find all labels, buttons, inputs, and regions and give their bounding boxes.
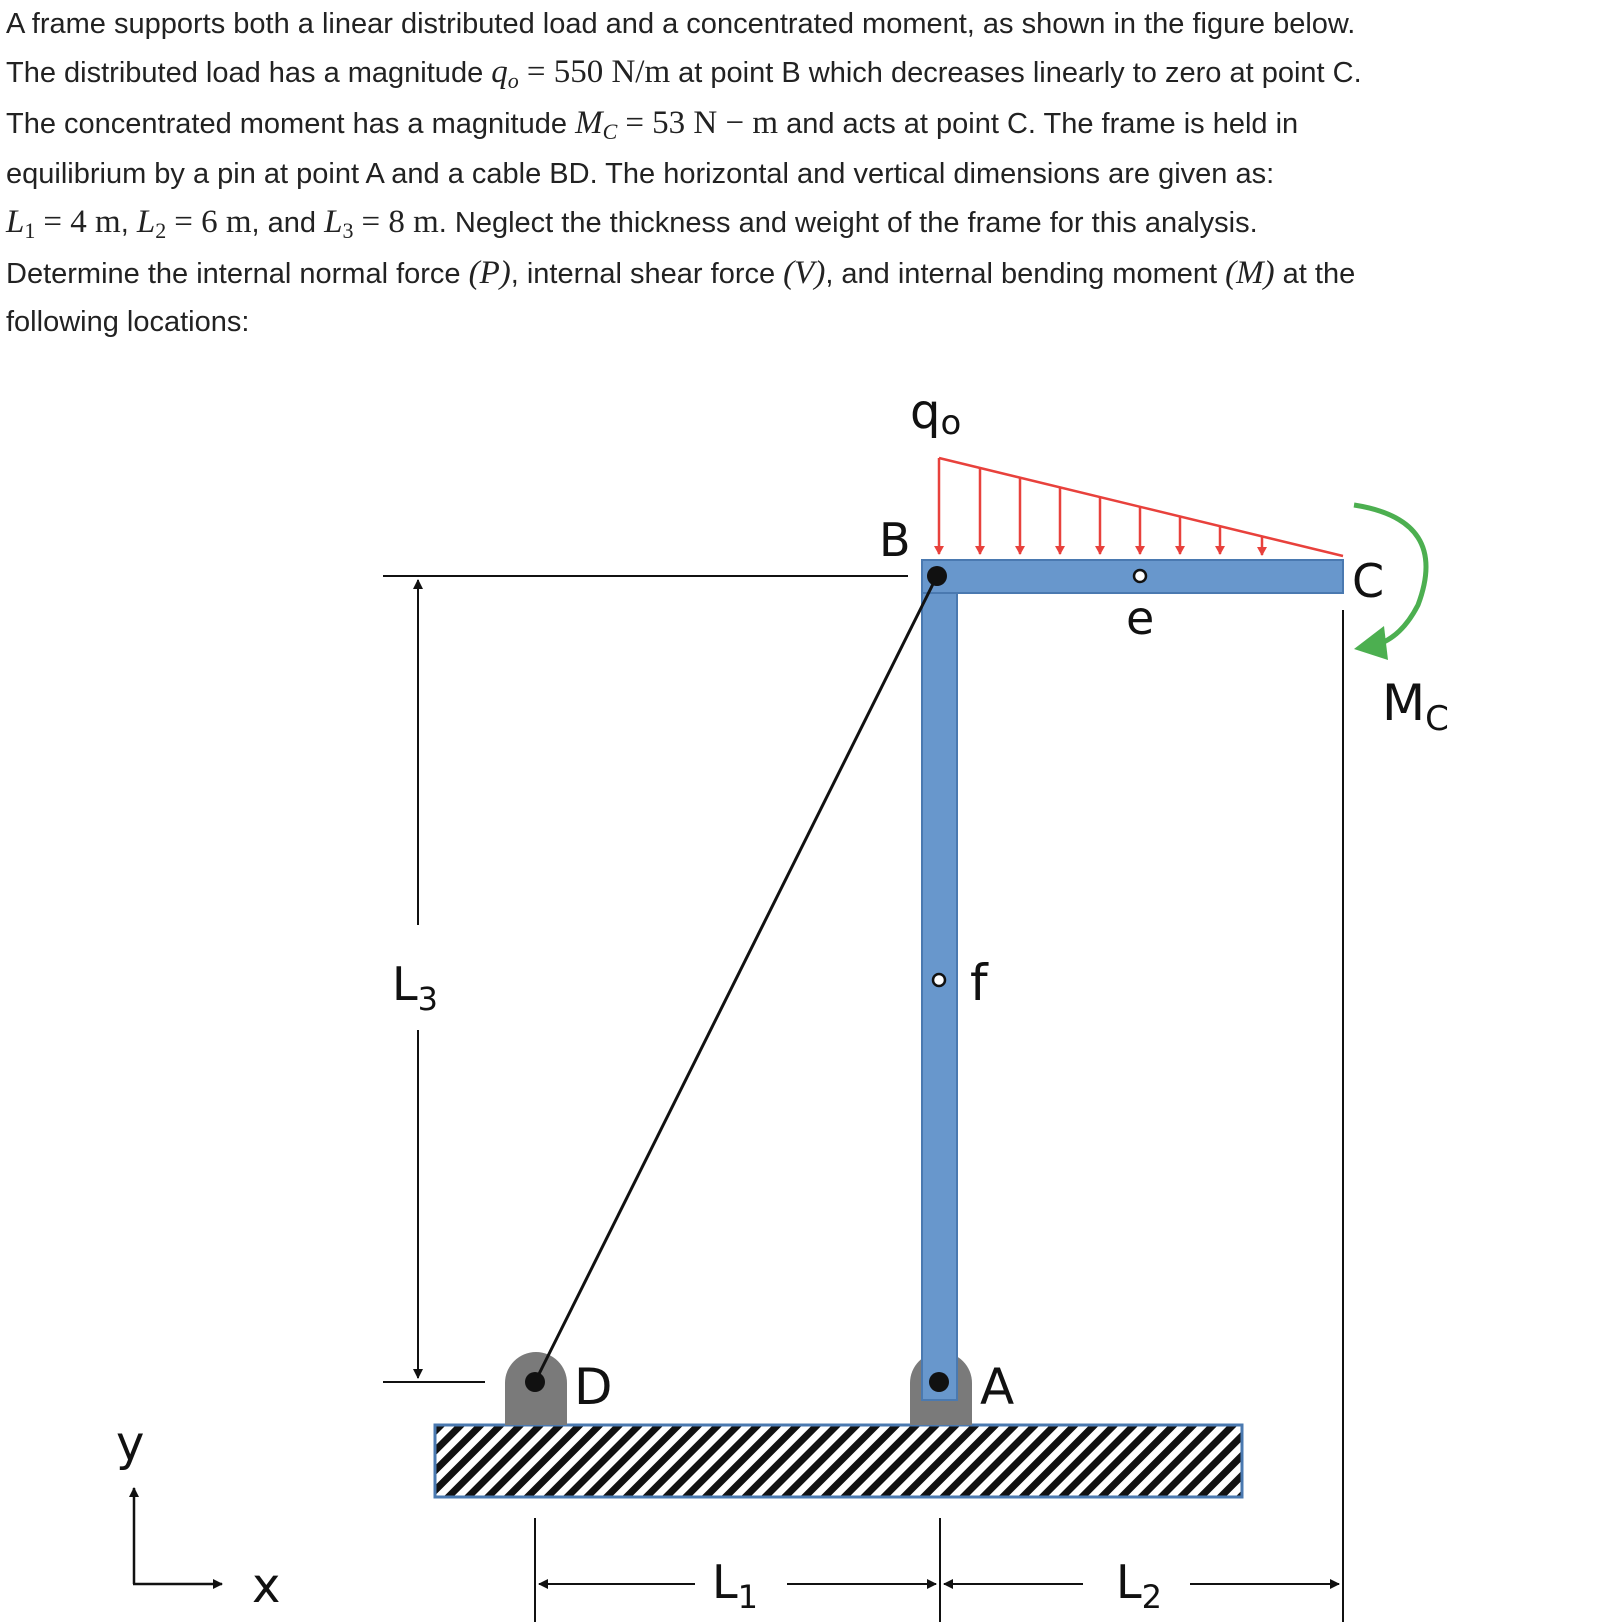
locations-text: following locations: xyxy=(6,306,250,338)
pin-d xyxy=(525,1372,545,1392)
l2-subscript: 2 xyxy=(155,218,167,243)
v-symbol: (V) xyxy=(783,255,826,291)
mc-symbol: M xyxy=(575,105,603,141)
determine-mid-2: , and internal bending moment xyxy=(825,258,1218,290)
l3-value: = 8 m xyxy=(361,204,439,240)
l2-value: = 6 m xyxy=(174,204,252,240)
label-l2: $L_2$ xyxy=(1116,1555,1162,1616)
determine-text: Determine the internal normal force xyxy=(6,258,461,290)
label-l1: $L_1$ xyxy=(712,1555,758,1616)
label-f: f xyxy=(970,954,988,1012)
intro-text: A frame supports both a linear distributed load and a concentrated moment, as shown in the figure below. xyxy=(6,8,1356,40)
point-f xyxy=(933,974,945,986)
pin-b xyxy=(927,566,947,586)
determine-mid-1: , internal shear force xyxy=(510,258,776,290)
label-mc: $M_C$ xyxy=(1382,674,1449,739)
cable-bd xyxy=(535,576,937,1382)
frame-beam-bc xyxy=(922,560,1343,593)
qo-symbol: q xyxy=(491,54,508,90)
load-arrows xyxy=(939,458,1262,555)
label-a: A xyxy=(980,1358,1015,1416)
moment-text: The concentrated moment has a magnitude xyxy=(6,108,567,140)
l1-subscript: 1 xyxy=(24,218,36,243)
label-axis-y: y xyxy=(116,1416,145,1472)
dims-text-post: . Neglect the thickness and weight of the frame for this analysis. xyxy=(438,207,1258,239)
qo-value: = 550 N/m xyxy=(526,54,671,90)
l3-symbol: L xyxy=(324,204,343,240)
sep-1: , xyxy=(120,207,137,239)
point-e xyxy=(1134,570,1146,582)
ground-hatch xyxy=(435,1425,1242,1497)
mc-subscript: C xyxy=(602,119,618,144)
label-c: C xyxy=(1352,554,1385,608)
label-axis-x: x xyxy=(252,1558,281,1614)
moment-arrowhead xyxy=(1354,626,1388,660)
l1-symbol: L xyxy=(6,204,25,240)
support-text: equilibrium by a pin at point A and a cable BD. The horizontal and vertical dimensions are given as: xyxy=(6,158,1275,190)
label-d: D xyxy=(574,1358,613,1416)
sep-2: , and xyxy=(251,207,325,239)
label-l3: $L_3$ xyxy=(392,957,438,1018)
l1-value: = 4 m xyxy=(43,204,121,240)
moment-text-post: and acts at point C. The frame is held in xyxy=(786,108,1299,140)
label-b: B xyxy=(879,513,911,567)
label-e: e xyxy=(1126,591,1155,645)
l3-subscript: 3 xyxy=(342,218,354,243)
l2-symbol: L xyxy=(136,204,156,240)
qo-subscript: o xyxy=(507,68,519,93)
load-text: The distributed load has a magnitude xyxy=(6,57,484,89)
mc-value: = 53 N − m xyxy=(625,105,779,141)
label-qo: qo xyxy=(910,384,962,443)
load-text-post: at point B which decreases linearly to zero at point C. xyxy=(678,57,1362,89)
determine-post: at the xyxy=(1282,258,1356,290)
pin-a xyxy=(929,1372,949,1392)
p-symbol: (P) xyxy=(468,255,511,291)
m-symbol: (M) xyxy=(1225,255,1275,291)
